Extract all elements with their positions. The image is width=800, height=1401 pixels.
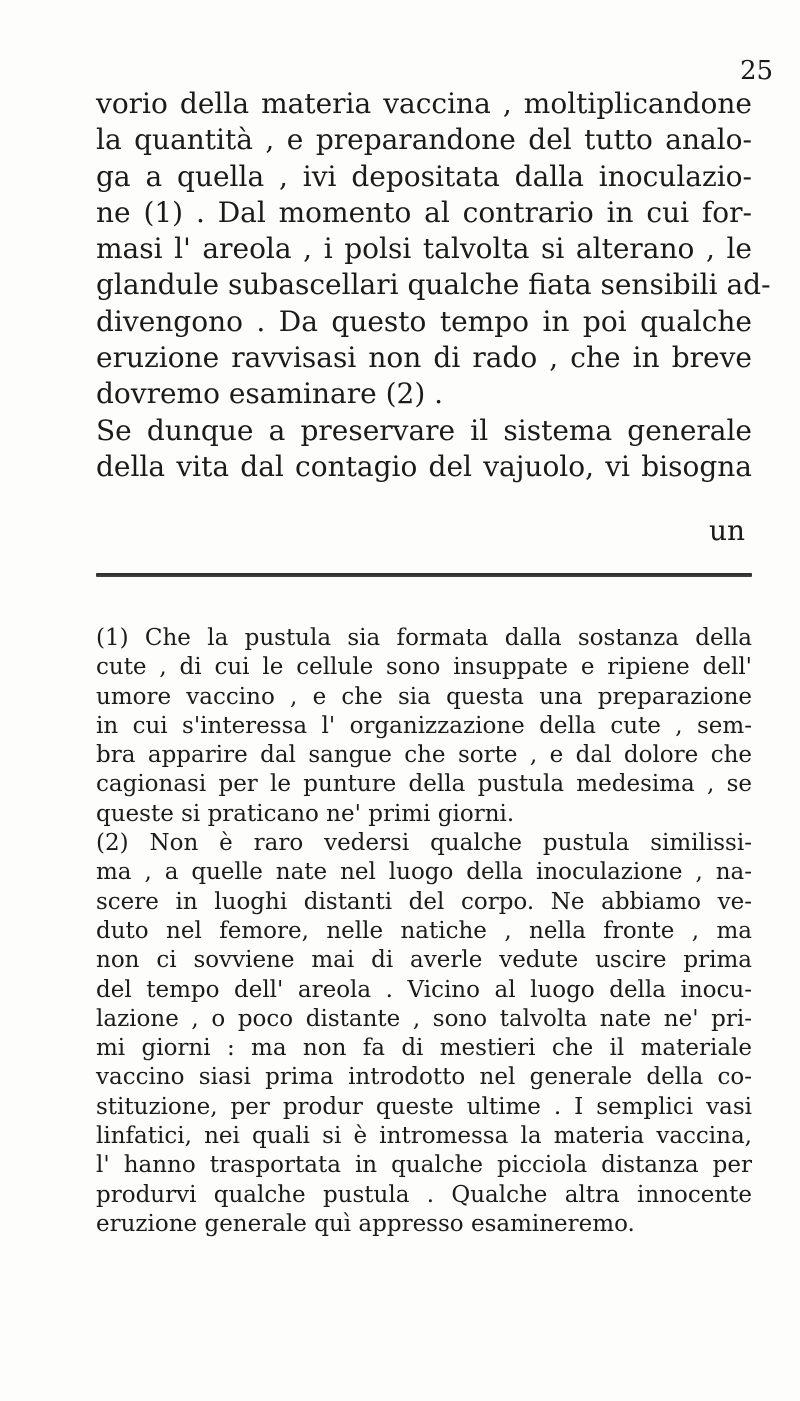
footnote-line: non ci sovviene mai di averle vedute uscire prima [96, 947, 752, 974]
main-text-line: glandule subascellari qualche fiata sensibili ad- [96, 268, 771, 302]
footnote-line: scere in luoghi distanti del corpo. Ne abbiamo ve- [96, 888, 752, 915]
main-text-line: ga a quella , ivi depositata dalla inoculazio- [96, 159, 752, 193]
footnote-line: eruzione generale quì appresso esamineremo. [96, 1210, 635, 1237]
footnote-line: in cui s'interessa l' organizzazione della cute , sem- [96, 712, 752, 739]
main-text-line: Se dunque a preservare il sistema generale [96, 413, 752, 447]
footnote-line: linfatici, nei quali si è intromessa la materia vaccina, [96, 1123, 752, 1150]
footnote-line: bra apparire dal sangue che sorte , e dal dolore che [96, 742, 752, 769]
footnote-line: umore vaccino , e che sia questa una preparazione [96, 683, 752, 710]
footnote-line: ma , a quelle nate nel luogo della inoculazione , na- [96, 859, 752, 886]
main-text-line: ne (1) . Dal momento al contrario in cui for- [96, 195, 752, 229]
main-text-line: eruzione ravvisasi non di rado , che in breve [96, 341, 752, 375]
footnotes-block [96, 624, 752, 1239]
main-text-block [96, 86, 771, 485]
footnote-line: (2) Non è raro vedersi qualche pustula similissi- [96, 830, 752, 857]
footnote-line: (1) Che la pustula sia formata dalla sostanza della [96, 625, 752, 651]
footnote-separator-rule [96, 573, 752, 577]
footnote-line: cute , di cui le cellule sono insuppate e ripiene dell' [96, 654, 752, 681]
page-number: 25 [740, 56, 774, 86]
main-text-line: divengono . Da questo tempo in poi qualche [96, 304, 752, 338]
footnote-line: vaccino siasi prima introdotto nel generale della co- [96, 1064, 752, 1091]
main-text-line: masi l' areola , i polsi talvolta si alterano , le [96, 232, 752, 266]
main-text-line: la quantità , e preparandone del tutto analo- [96, 123, 752, 157]
main-text-line: dovremo esaminare (2) . [96, 377, 444, 411]
footnote-line: stituzione, per produr queste ultime . I semplici vasi [96, 1093, 752, 1120]
footnote-line: cagionasi per le punture della pustula medesima , se [96, 771, 752, 798]
footnote-line: queste si praticano ne' primi giorni. [96, 800, 515, 827]
footnote-line: duto nel femore, nelle natiche , nella fronte , ma [96, 917, 752, 944]
footnote-line: produrvi qualche pustula . Qualche altra innocente [96, 1181, 752, 1208]
catchword: un [709, 514, 746, 547]
footnote-line: del tempo dell' areola . Vicino al luogo della inocu- [96, 976, 752, 1003]
footnote-line: lazione , o poco distante , sono talvolta nate ne' pri- [96, 1005, 752, 1032]
main-text-line: vorio della materia vaccina , moltiplicandone [96, 87, 752, 120]
footnote-line: mi giorni : ma non fa di mestieri che il materiale [96, 1035, 752, 1062]
footnote-line: l' hanno trasportata in qualche picciola distanza per [96, 1152, 752, 1179]
main-text-line: della vita dal contagio del vajuolo, vi bisogna [96, 449, 752, 483]
